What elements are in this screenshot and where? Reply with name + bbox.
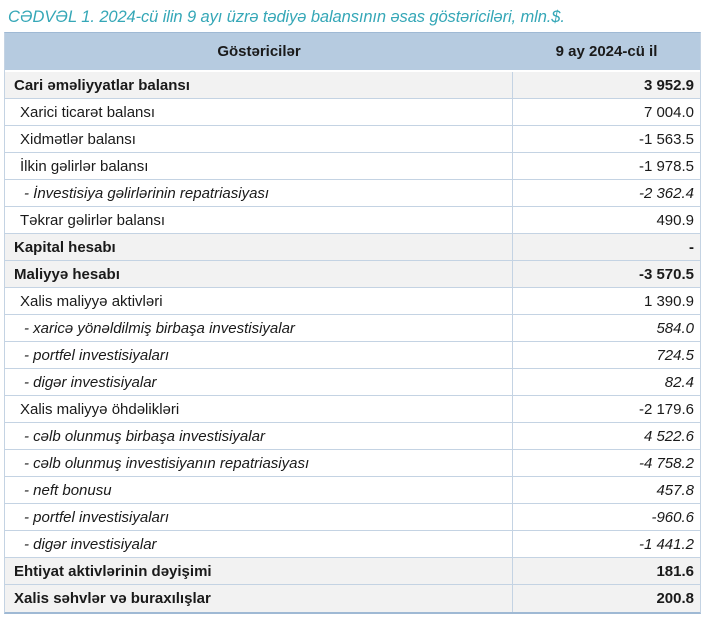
row-label: Təkrar gəlirlər balansı xyxy=(5,207,513,233)
balance-of-payments-table xyxy=(4,32,701,614)
table-row xyxy=(5,558,700,585)
row-value: -2 362.4 xyxy=(638,184,694,202)
table-row xyxy=(5,531,700,558)
row-value: 200.8 xyxy=(656,590,694,607)
row-value: -960.6 xyxy=(651,508,694,526)
row-label: - portfel investisiyaları xyxy=(5,342,513,368)
table-row xyxy=(5,180,700,207)
row-value: -4 758.2 xyxy=(638,454,694,472)
row-value: 4 522.6 xyxy=(643,427,694,445)
row-value: 490.9 xyxy=(656,211,694,229)
table-body xyxy=(5,72,700,612)
table-row xyxy=(5,234,700,261)
table-row xyxy=(5,504,700,531)
table-title: CƏDVƏL 1. 2024-cü ilin 9 ayı üzrə tədiyə balansının əsas göstəriciləri, mln.$. xyxy=(8,8,565,26)
table-row xyxy=(5,585,700,612)
row-label: - neft bonusu xyxy=(5,477,513,503)
table-header-row xyxy=(5,33,700,72)
row-value: 1 390.9 xyxy=(643,292,694,310)
row-value: 181.6 xyxy=(656,562,694,580)
row-value: -1 563.5 xyxy=(638,130,694,148)
header-period: 9 ay 2024-cü il xyxy=(555,43,658,60)
row-label: - digər investisiyalar xyxy=(5,531,513,557)
row-label: - digər investisiyalar xyxy=(5,369,513,395)
row-label: Kapital hesabı xyxy=(5,234,513,260)
row-value: 584.0 xyxy=(656,319,694,337)
row-label: - xaricə yönəldilmiş birbaşa investisiyalar xyxy=(5,315,513,341)
row-value: 724.5 xyxy=(656,346,694,364)
row-label: Xidmətlər balansı xyxy=(5,126,513,152)
row-value: 7 004.0 xyxy=(643,103,694,121)
row-value: -2 179.6 xyxy=(638,400,694,418)
table-row xyxy=(5,423,700,450)
row-label: - İnvestisiya gəlirlərinin repatriasiyası xyxy=(5,180,513,206)
table-row xyxy=(5,72,700,99)
table-row xyxy=(5,99,700,126)
row-value: 3 952.9 xyxy=(643,76,694,94)
row-value: -1 978.5 xyxy=(638,157,694,175)
row-label: - portfel investisiyaları xyxy=(5,504,513,530)
table-row xyxy=(5,369,700,396)
row-label: - cəlb olunmuş birbaşa investisiyalar xyxy=(5,423,513,449)
table-row xyxy=(5,477,700,504)
row-label: Xalis səhvlər və buraxılışlar xyxy=(5,585,513,612)
row-label: Ehtiyat aktivlərinin dəyişimi xyxy=(5,558,513,584)
document-page xyxy=(0,8,710,628)
table-row xyxy=(5,342,700,369)
row-label: Xalis maliyyə aktivləri xyxy=(5,288,513,314)
table-row xyxy=(5,288,700,315)
table-row xyxy=(5,126,700,153)
table-row xyxy=(5,315,700,342)
header-indicators: Göstəricilər xyxy=(217,43,301,60)
table-row xyxy=(5,153,700,180)
table-row xyxy=(5,207,700,234)
row-value: - xyxy=(689,238,694,256)
row-label: Xarici ticarət balansı xyxy=(5,99,513,125)
row-label: Maliyyə hesabı xyxy=(5,261,513,287)
row-value: -3 570.5 xyxy=(638,265,694,283)
row-value: 457.8 xyxy=(656,481,694,499)
row-label: İlkin gəlirlər balansı xyxy=(5,153,513,179)
row-label: Xalis maliyyə öhdəlikləri xyxy=(5,396,513,422)
row-label: Cari əməliyyatlar balansı xyxy=(5,72,513,98)
row-value: -1 441.2 xyxy=(638,535,694,553)
row-label: - cəlb olunmuş investisiyanın repatriasiyası xyxy=(5,450,513,476)
table-row xyxy=(5,450,700,477)
table-row xyxy=(5,396,700,423)
row-value: 82.4 xyxy=(664,373,694,391)
table-row xyxy=(5,261,700,288)
